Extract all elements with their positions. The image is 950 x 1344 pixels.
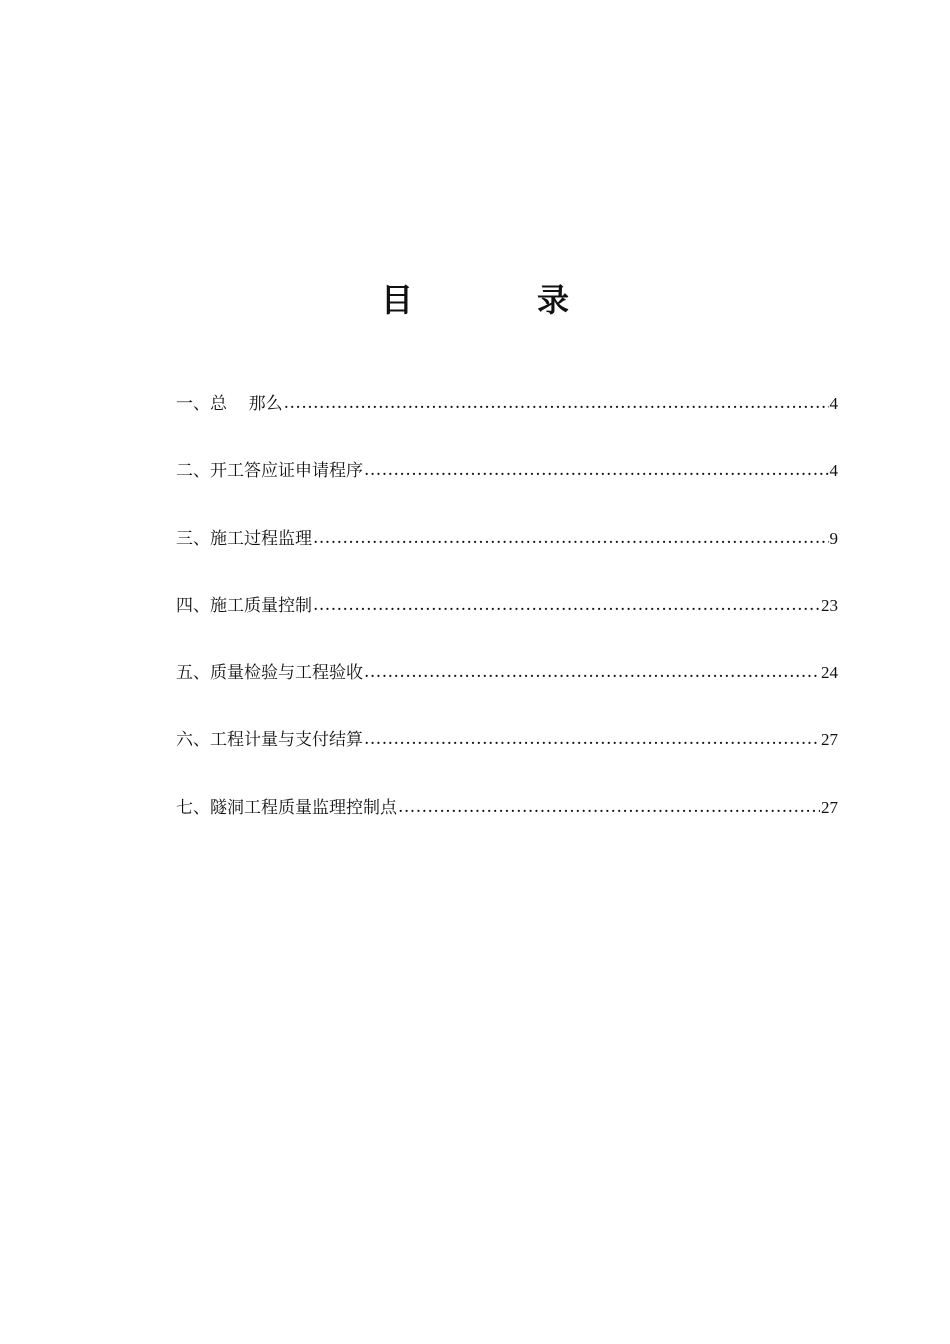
toc-entry-label: 三、施工过程监理	[176, 528, 312, 549]
toc-entry-label: 二、开工答应证申请程序	[176, 461, 363, 482]
toc-entry[interactable]	[176, 457, 838, 524]
toc-entry-label: 五、质量检验与工程验收	[176, 663, 363, 684]
title-spacer	[413, 278, 537, 322]
toc-entry[interactable]	[176, 390, 838, 457]
table-of-contents	[176, 390, 838, 861]
toc-title-char-1: 目	[380, 281, 413, 319]
toc-entry-label: 六、工程计量与支付结算	[176, 730, 363, 751]
dot-leader	[284, 389, 829, 417]
toc-entry[interactable]	[176, 525, 838, 592]
toc-title	[0, 278, 950, 322]
dot-leader	[364, 456, 829, 484]
dot-leader	[313, 591, 820, 619]
toc-entry[interactable]	[176, 726, 838, 793]
toc-entry[interactable]	[176, 592, 838, 659]
toc-entry-page: 24	[821, 663, 838, 683]
dot-leader	[398, 793, 820, 821]
dot-leader	[364, 725, 820, 753]
toc-entry-page: 27	[821, 797, 838, 817]
dot-leader	[313, 524, 829, 552]
toc-entry-label: 四、施工质量控制	[176, 595, 312, 616]
toc-entry[interactable]	[176, 794, 838, 861]
toc-entry-page: 9	[829, 528, 838, 548]
toc-entry-page: 23	[821, 595, 838, 615]
dot-leader	[364, 658, 820, 686]
toc-entry-page: 4	[829, 394, 838, 413]
toc-entry-page: 4	[829, 461, 838, 481]
toc-title-char-2: 录	[537, 281, 570, 319]
toc-entry-label: 一、总 那么	[176, 394, 283, 414]
toc-entry-label: 七、隧洞工程质量监理控制点	[176, 797, 397, 818]
toc-entry-page: 27	[821, 730, 838, 750]
toc-entry[interactable]	[176, 659, 838, 726]
